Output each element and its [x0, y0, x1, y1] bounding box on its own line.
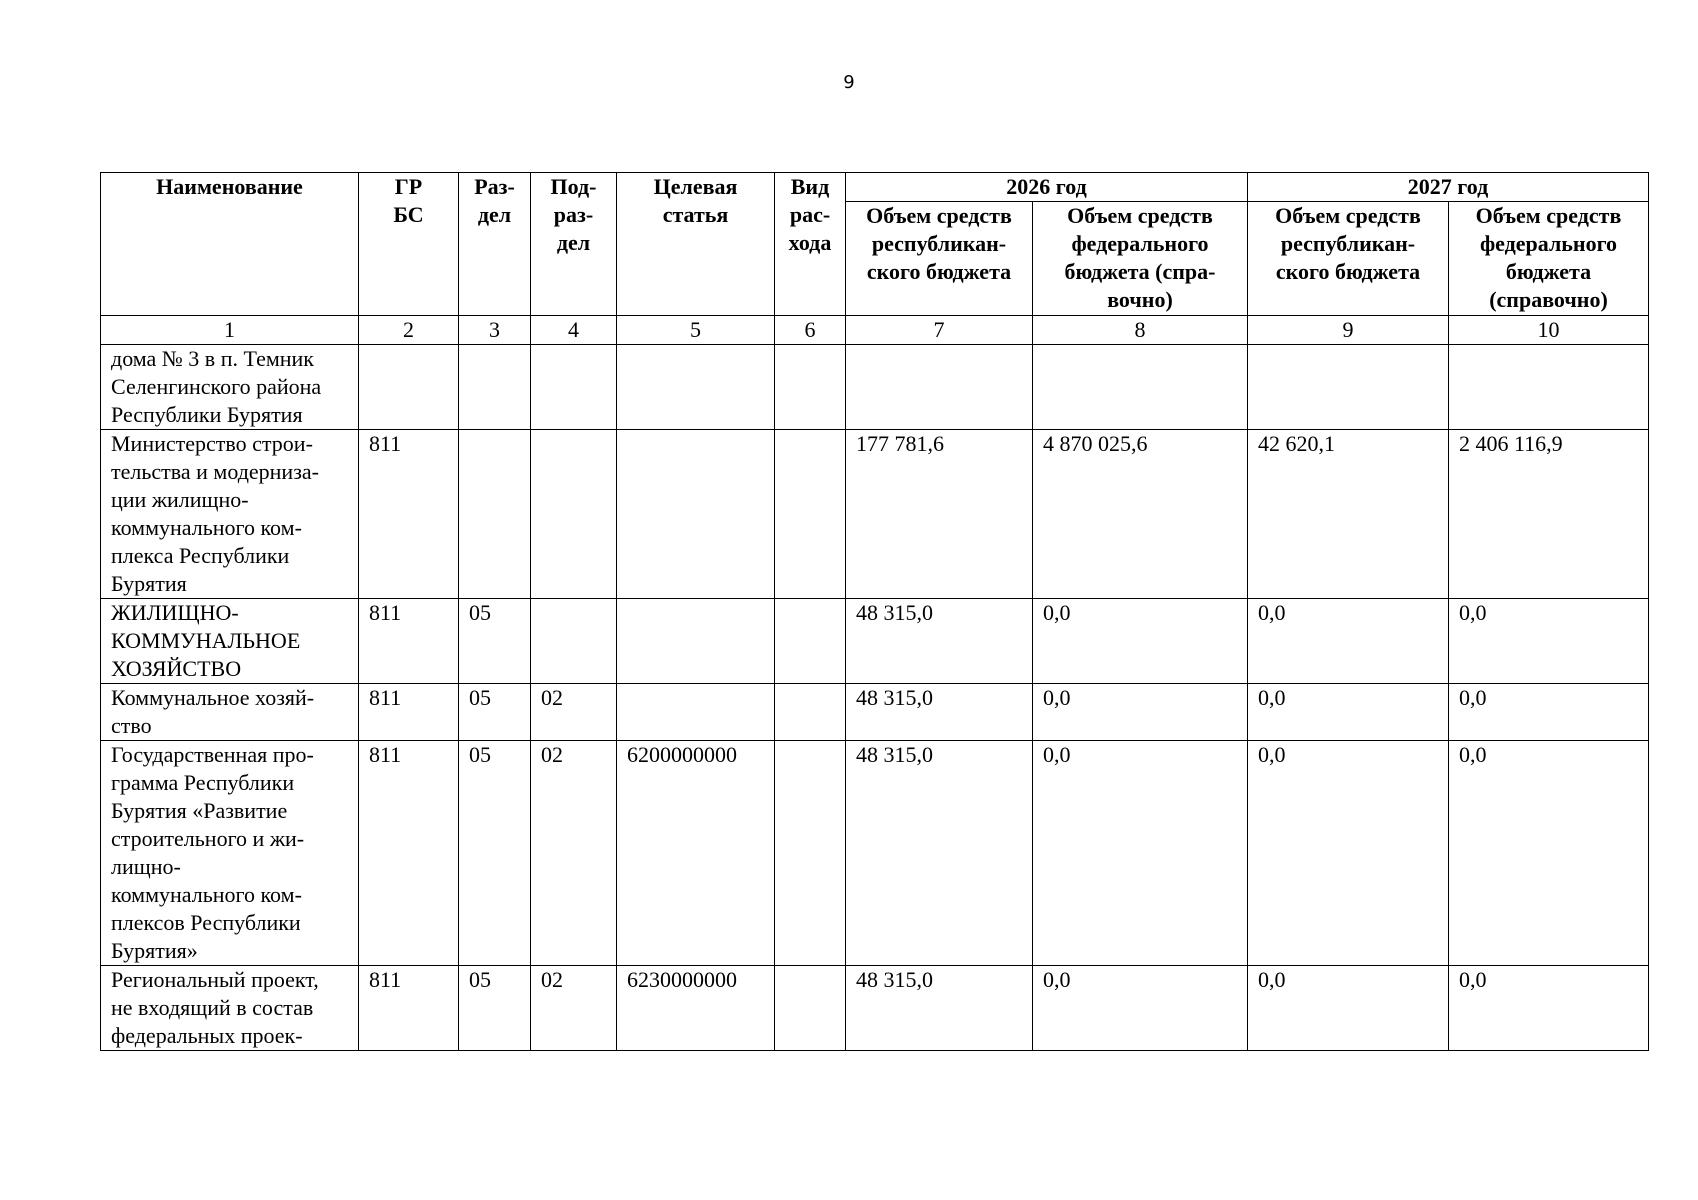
cell-name-line: грамма Республики [111, 770, 295, 795]
cell-target-article [617, 599, 775, 684]
cell-2026-republic-budget: 48 315,0 [846, 684, 1033, 741]
header-target-article: Целевая статья [617, 173, 775, 316]
table-row [101, 684, 1649, 741]
column-number: 5 [617, 316, 775, 345]
cell-2027-republic-budget: 0,0 [1248, 741, 1449, 966]
cell-razdel: 05 [459, 599, 531, 684]
column-number-row [101, 316, 1649, 345]
cell-2026-federal-budget: 0,0 [1033, 966, 1248, 1051]
cell-name-line: Бурятия «Развитие [111, 798, 288, 823]
column-number: 10 [1449, 316, 1649, 345]
header-2026-republic-budget: Объем средств республикан- ского бюджета [846, 202, 1033, 316]
cell-target-article: 6200000000 [617, 741, 775, 966]
cell-podrazdel: 02 [531, 966, 617, 1051]
table-body [101, 345, 1649, 1051]
table-row [101, 966, 1649, 1051]
column-number: 7 [846, 316, 1033, 345]
cell-grbs: 811 [359, 966, 459, 1051]
header-2027-federal-budget: Объем средств федерального бюджета (справочно) [1449, 202, 1649, 316]
cell-2026-federal-budget: 4 870 025,6 [1033, 430, 1248, 599]
cell-razdel [459, 430, 531, 599]
cell-name-line: Региональный проект, [111, 967, 319, 992]
cell-name [101, 741, 359, 966]
cell-name-line: плекса Республики [111, 543, 290, 568]
header-podrazdel: Под- раз- дел [531, 173, 617, 316]
cell-razdel [459, 345, 531, 430]
header-2027-republic-budget: Объем средств республикан- ского бюджета [1248, 202, 1449, 316]
cell-2026-federal-budget: 0,0 [1033, 599, 1248, 684]
header-2026-federal-budget: Объем средств федерального бюджета (спра- вочно) [1033, 202, 1248, 316]
cell-podrazdel: 02 [531, 741, 617, 966]
header-expense-type: Вид рас- хода [775, 173, 846, 316]
header-year-2026: 2026 год [846, 173, 1248, 202]
column-number: 9 [1248, 316, 1449, 345]
cell-name [101, 966, 359, 1051]
cell-name-line: ЖИЛИЩНО- [111, 600, 239, 625]
cell-name-line: не входящий в состав [111, 995, 314, 1020]
cell-2027-federal-budget: 0,0 [1449, 966, 1649, 1051]
cell-razdel: 05 [459, 966, 531, 1051]
cell-name-line: Республики Бурятия [111, 402, 303, 427]
cell-name-line: КОММУНАЛЬНОЕ [111, 628, 301, 653]
cell-2027-republic-budget [1248, 345, 1449, 430]
cell-name-line: Коммунальное хозяй- [111, 685, 315, 710]
cell-grbs: 811 [359, 599, 459, 684]
cell-2027-federal-budget: 0,0 [1449, 684, 1649, 741]
cell-name [101, 345, 359, 430]
cell-grbs [359, 345, 459, 430]
cell-expense-type [775, 684, 846, 741]
cell-target-article [617, 430, 775, 599]
column-number: 2 [359, 316, 459, 345]
cell-name-line: ции жилищно- [111, 487, 249, 512]
column-number: 6 [775, 316, 846, 345]
cell-name-line: Министерство строи- [111, 431, 313, 456]
cell-grbs: 811 [359, 741, 459, 966]
cell-2027-federal-budget: 0,0 [1449, 599, 1649, 684]
cell-name-line: Селенгинского района [111, 374, 322, 399]
column-number: 8 [1033, 316, 1248, 345]
cell-2026-republic-budget: 177 781,6 [846, 430, 1033, 599]
cell-name [101, 684, 359, 741]
header-year-2027: 2027 год [1248, 173, 1649, 202]
cell-2026-republic-budget: 48 315,0 [846, 741, 1033, 966]
cell-expense-type [775, 345, 846, 430]
column-number: 4 [531, 316, 617, 345]
cell-razdel: 05 [459, 741, 531, 966]
cell-expense-type [775, 966, 846, 1051]
page-number: 9 [843, 72, 855, 93]
budget-table [100, 172, 1649, 1051]
cell-2027-republic-budget: 42 620,1 [1248, 430, 1449, 599]
table-row [101, 599, 1649, 684]
cell-grbs: 811 [359, 430, 459, 599]
cell-name-line: коммунального ком- [111, 515, 302, 540]
column-number: 3 [459, 316, 531, 345]
cell-name-line: Бурятия [111, 571, 187, 596]
cell-target-article [617, 684, 775, 741]
cell-target-article [617, 345, 775, 430]
cell-expense-type [775, 599, 846, 684]
cell-2026-republic-budget: 48 315,0 [846, 966, 1033, 1051]
cell-podrazdel: 02 [531, 684, 617, 741]
cell-name-line: Государственная про- [111, 742, 314, 767]
cell-2027-republic-budget: 0,0 [1248, 599, 1449, 684]
cell-2027-federal-budget: 0,0 [1449, 741, 1649, 966]
cell-2027-federal-budget [1449, 345, 1649, 430]
cell-name-line: федеральных проек- [111, 1023, 303, 1048]
cell-name [101, 430, 359, 599]
cell-podrazdel [531, 345, 617, 430]
header-row-years [101, 173, 1649, 202]
cell-2027-republic-budget: 0,0 [1248, 684, 1449, 741]
cell-2027-republic-budget: 0,0 [1248, 966, 1449, 1051]
cell-razdel: 05 [459, 684, 531, 741]
cell-name-line: тельства и модерниза- [111, 459, 319, 484]
table-row [101, 741, 1649, 966]
cell-expense-type [775, 741, 846, 966]
header-grbs: ГР БС [359, 173, 459, 316]
cell-2026-republic-budget [846, 345, 1033, 430]
cell-podrazdel [531, 430, 617, 599]
header-name: Наименование [101, 173, 359, 316]
cell-name [101, 599, 359, 684]
cell-podrazdel [531, 599, 617, 684]
cell-2026-federal-budget: 0,0 [1033, 684, 1248, 741]
cell-name-line: Бурятия» [111, 938, 198, 963]
cell-grbs: 811 [359, 684, 459, 741]
cell-expense-type [775, 430, 846, 599]
cell-name-line: строительного и жи- [111, 826, 305, 851]
table-row [101, 430, 1649, 599]
cell-name-line: плексов Республики [111, 910, 301, 935]
cell-2026-republic-budget: 48 315,0 [846, 599, 1033, 684]
cell-target-article: 6230000000 [617, 966, 775, 1051]
header-razdel: Раз- дел [459, 173, 531, 316]
cell-name-line: ХОЗЯЙСТВО [111, 656, 242, 681]
cell-name-line: лищно- [111, 854, 181, 879]
cell-name-line: ство [111, 713, 152, 738]
table-row [101, 345, 1649, 430]
column-number: 1 [101, 316, 359, 345]
cell-2027-federal-budget: 2 406 116,9 [1449, 430, 1649, 599]
cell-name-line: дома № 3 в п. Темник [111, 346, 314, 371]
cell-2026-federal-budget: 0,0 [1033, 741, 1248, 966]
cell-name-line: коммунального ком- [111, 882, 302, 907]
cell-2026-federal-budget [1033, 345, 1248, 430]
